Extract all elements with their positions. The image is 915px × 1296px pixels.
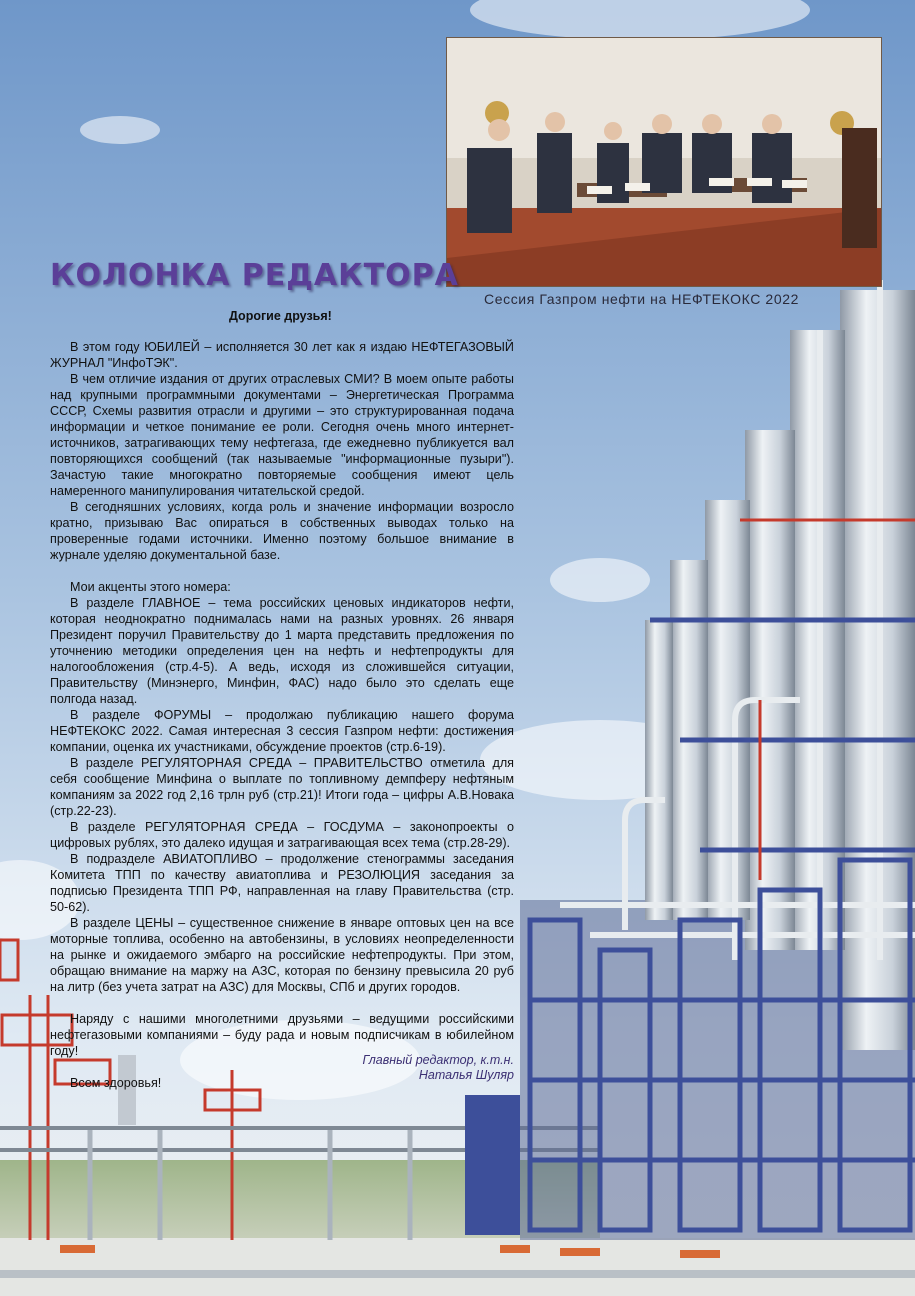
paragraph-regulatory-government: В разделе РЕГУЛЯТОРНАЯ СРЕДА – ПРАВИТЕЛЬСТВО отметила для себя сообщение Минфина о выплате по топливному демпферу нефтяным компаниям за 2022 год 2,16 трлн руб (стр.21)! Итоги года – цифры А.В.Новака (стр.22-23). bbox=[50, 756, 514, 818]
paragraph-accents-heading: Мои акценты этого номера: bbox=[70, 580, 231, 594]
paragraph-regulatory-duma: В разделе РЕГУЛЯТОРНАЯ СРЕДА – ГОСДУМА – законопроекты о цифровых рублях, это далеко идущая и затрагивающая всех тема (стр.28-29). bbox=[50, 820, 514, 850]
paragraph-jubilee: В этом году ЮБИЛЕЙ – исполняется 30 лет как я издаю НЕФТЕГАЗОВЫЙ ЖУРНАЛ "ИнфоТЭК". bbox=[50, 340, 514, 370]
paragraph-aviation-fuel: В подразделе АВИАТОПЛИВО – продолжение стенограммы заседания Комитета ТПП по качеству авиатоплива и РЕЗОЛЮЦИЯ заседания за подписью Президента ТПП РФ, направленная на главу Правительства (стр. 50-62). bbox=[50, 852, 514, 914]
panel-session-photo bbox=[446, 37, 882, 287]
paragraph-forums: В разделе ФОРУМЫ – продолжаю публикацию нашего форума НЕФТЕКОКС 2022. Самая интересная 3 сессия Газпром нефти: достижения компании, оценка их участниками, обсуждение проектов (стр.6-19). bbox=[50, 708, 514, 754]
page-title: КОЛОНКА РЕДАКТОРА bbox=[50, 258, 459, 293]
signature-role: Главный редактор, к.т.н. bbox=[362, 1053, 514, 1067]
paragraph-prices: В разделе ЦЕНЫ – существенное снижение в январе оптовых цен на все моторные топлива, особенно на автобензины, в условиях неопределенности на рынке и ожидаемого эмбарго на российские нефтепродукты. При этом, обращаю внимание на маржу на АЗС, которая по бензину превысила 20 руб на литр (без учета затрат на АЗС) для Москвы, СПб и других городов. bbox=[50, 916, 514, 994]
letter-greeting: Дорогие друзья! bbox=[229, 309, 332, 323]
signature-name: Наталья Шуляр bbox=[418, 1068, 514, 1082]
paragraph-conditions: В сегодняшних условиях, когда роль и значение информации возросло кратно, призываю Вас опираться в собственных выводах только на проверенные годами источники. Именно поэтому большое внимание в журнале уделяю документальной базе. bbox=[50, 500, 514, 562]
paragraph-farewell: Всем здоровья! bbox=[70, 1076, 162, 1090]
paragraph-subscribers: Наряду с нашими многолетними друзьями – ведущими российскими нефтегазовыми компаниями – буду рада и новым подписчикам в юбилейном году! bbox=[50, 1012, 514, 1058]
signature bbox=[362, 1053, 514, 1083]
photo-caption: Сессия Газпром нефти на НЕФТЕКОКС 2022 bbox=[484, 291, 799, 307]
paragraph-main-section: В разделе ГЛАВНОЕ – тема российских ценовых индикаторов нефти, которая неоднократно поднималась нами на разных уровнях. 26 января Президент поручил Правительству до 1 марта представить предложения по уточнению методики определения цен на нефть и нефтепродукты для налогообложения (стр.4-5). А ведь, исходя из сложившейся ситуации, Правительству (Минэнерго, Минфин, ФАС) надо было это сделать еще полгода назад. bbox=[50, 596, 514, 706]
paragraph-difference: В чем отличие издания от других отраслевых СМИ? В моем опыте работы над крупными программными документами – Энергетическая Программа СССР, Схемы развития отрасли и другими – это структурированная подача информации и четкое понимание ее роли. Сегодня очень много интернет-источников, затрагивающих тему нефтегаза, где ежедневно публикуется вал повторяющихся сообщений (так называемые "информационные пузыри"). Зачастую такие многократно повторяемые сообщения имеют цель намеренного манипулирования читательской средой. bbox=[50, 372, 514, 498]
editorial-body bbox=[50, 339, 514, 1091]
